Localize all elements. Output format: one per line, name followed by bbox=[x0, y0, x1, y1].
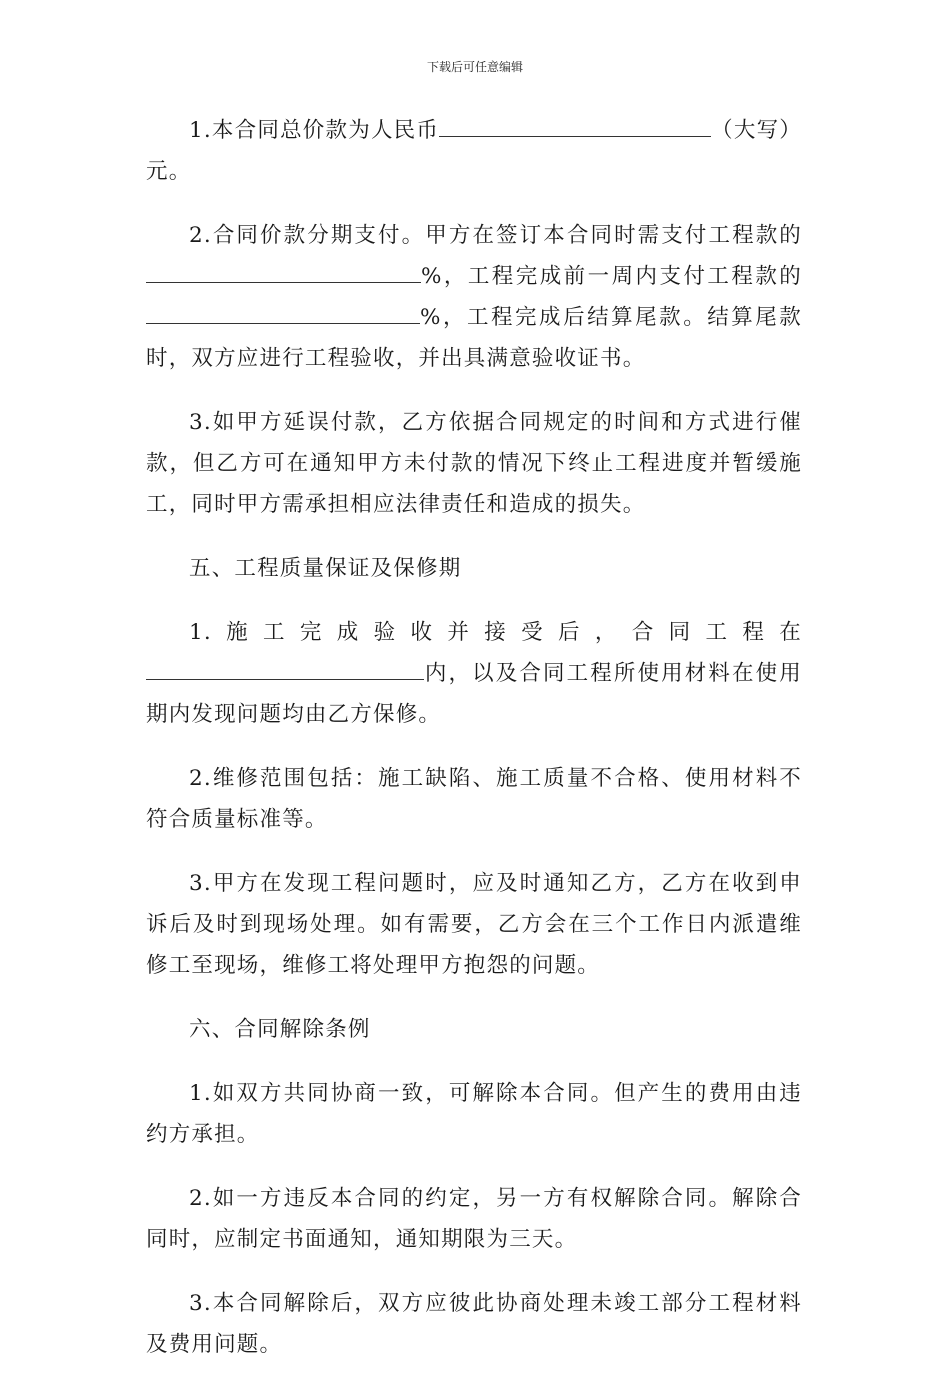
clause-repair-process: 3.甲方在发现工程问题时，应及时通知乙方，乙方在收到申诉后及时到现场处理。如有需要，乙方会在三个工作日内派遣维修工至现场，维修工将处理甲方抱怨的问题。 bbox=[146, 871, 802, 978]
clause-total-price-prefix: 1.本合同总价款为人民币 bbox=[189, 118, 440, 143]
clause-total-price-suffix: （大写）元。 bbox=[146, 118, 802, 184]
clause-installments-part3: %，工程完成后结算尾款。结算尾款时，双方应进行工程验收，并出具满意验收证书。 bbox=[146, 305, 802, 371]
clause-breach-termination: 2.如一方违反本合同的约定，另一方有权解除合同。解除合同时，应制定书面通知，通知期限为三天。 bbox=[146, 1186, 802, 1252]
page-header: 下载后可任意编辑 bbox=[426, 60, 523, 74]
clause-warranty-suffix: 内，以及合同工程所使用材料在使用期内发现问题均由乙方保修。 bbox=[146, 661, 802, 727]
second-payment-blank[interactable] bbox=[146, 297, 208, 324]
first-payment-blank[interactable] bbox=[146, 256, 176, 283]
clause-installments-part2: %，工程完成前一周内支付工程款的 bbox=[421, 264, 802, 289]
clause-mutual-termination: 1.如双方共同协商一致，可解除本合同。但产生的费用由违约方承担。 bbox=[146, 1081, 802, 1147]
clause-warranty-prefix: 1.施工完成验收并接受后，合同工程在 bbox=[189, 620, 802, 645]
second-payment-blank-cont[interactable] bbox=[208, 297, 420, 324]
clause-installments bbox=[146, 215, 802, 379]
document-body bbox=[146, 110, 802, 1388]
clause-installments-part1: 2.合同价款分期支付。甲方在签订本合同时需支付工程款的 bbox=[189, 223, 802, 248]
section-title-termination: 六、合同解除条例 bbox=[189, 1017, 371, 1042]
total-price-blank[interactable] bbox=[439, 110, 711, 137]
clause-repair-scope: 2.维修范围包括：施工缺陷、施工质量不合格、使用材料不符合质量标准等。 bbox=[146, 766, 802, 832]
first-payment-blank-cont[interactable] bbox=[176, 256, 421, 283]
warranty-period-blank-cont[interactable] bbox=[382, 653, 424, 680]
clause-total-price bbox=[146, 110, 802, 192]
warranty-period-blank[interactable] bbox=[146, 653, 382, 680]
section-title-warranty: 五、工程质量保证及保修期 bbox=[189, 556, 462, 581]
clause-after-termination: 3.本合同解除后，双方应彼此协商处理未竣工部分工程材料及费用问题。 bbox=[146, 1291, 802, 1357]
clause-warranty-period bbox=[146, 612, 802, 735]
clause-late-payment: 3.如甲方延误付款，乙方依据合同规定的时间和方式进行催款，但乙方可在通知甲方未付款的情况下终止工程进度并暂缓施工，同时甲方需承担相应法律责任和造成的损失。 bbox=[146, 410, 802, 517]
